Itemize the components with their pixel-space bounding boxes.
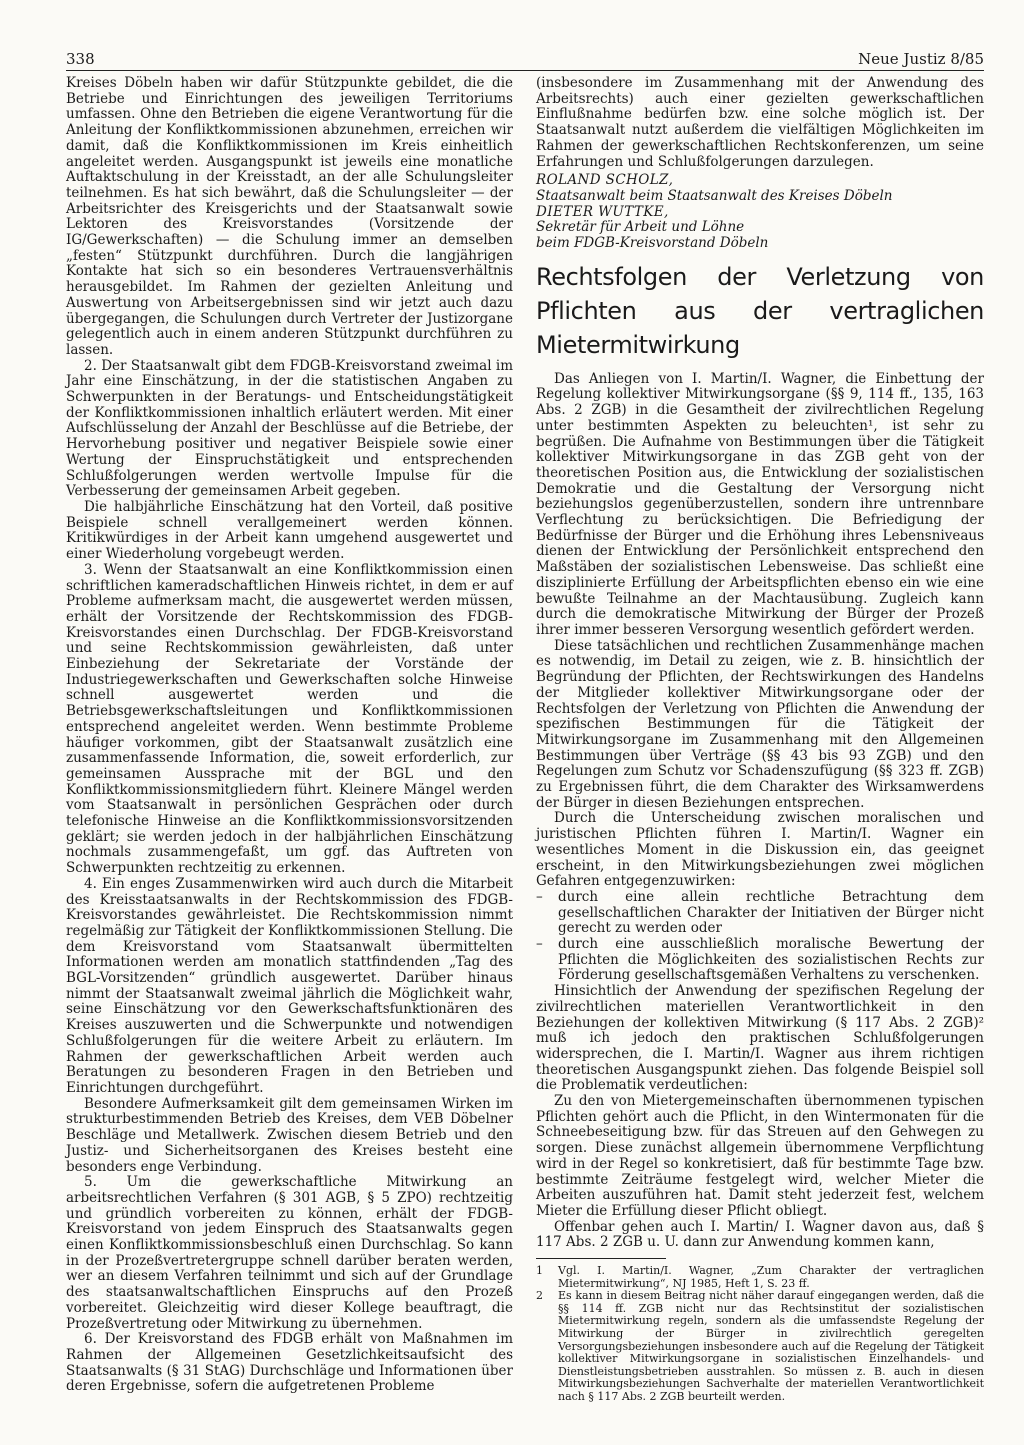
footnote-number: 1 — [536, 1264, 543, 1278]
body-paragraph: Die halbjährliche Einschätzung hat den Vorteil, daß positive Beispiele schnell verallgemeinert werden können. Kritikwürdiges in der Arbeit kann umgehend ausgewertet und einer Wiederholung vorgebeugt werden. — [66, 498, 513, 563]
dash-list-item: – durch eine ausschließlich moralische Bewertung der Pflichten die Möglichkeiten des sozialistischen Rechts zur Förderung gesellschaftsgemäßen Verhaltens zu verschenken. — [536, 937, 984, 984]
author-role: beim FDGB-Kreisvorstand Döbeln — [536, 235, 769, 252]
body-paragraph: Diese tatsächlichen und rechtlichen Zusammenhänge machen es notwendig, im Detail zu zeigen, wie z. B. hinsichtlich der Begründung der Pflichten, der Rechtswirkungen des Handelns der Mitglieder kollektiver Mitwirkungsorgane oder der Rechtsfolgen der Verletzung von Pflichten die Anwendung der spezifischen Bestimmungen für die Tätigkeit der Mitwirkungsorgane im Zusammenhang mit den Allgemeinen Bestimmungen über Verträge (§§ 43 bis 93 ZGB) und den Regelungen zum Schutz vor Schadenszufügung (§§ 323 ff. ZGB) zu Ergebnissen führt, die dem Charakter des Wirksamwerdens der Bürger in diesen Beziehungen entsprechen. — [536, 637, 984, 811]
body-paragraph: 5. Um die gewerkschaftliche Mitwirkung an arbeitsrechtlichen Verfahren (§ 301 AGB, § 5 ZPO) rechtzeitig und gründlich vorbereiten zu können, erhält der FDGB-Kreisvorstand von jedem Einspruch des Staatsanwalts gegen einen Konfliktkommissionsbeschluß einen Durchschlag. So kann in der Prozeßvertretergruppe schnell darüber beraten werden, wer an diesem Verfahren teilnimmt und sich auf der Grundlage des staatsanwaltschaftlichen Einspruchs auf den Prozeß vorbereitet. Gleichzeitig wird dieser Kollege beauftragt, die Prozeßvertretung oder Mitwirkung zu übernehmen. — [66, 1174, 513, 1332]
footnote — [536, 1290, 984, 1403]
journal-issue: Neue Justiz 8/85 — [858, 50, 984, 68]
author-name: ROLAND SCHOLZ, — [536, 172, 674, 189]
page-number: 338 — [66, 50, 95, 68]
dash-list-item: – durch eine allein rechtliche Betrachtung dem gesellschaftlichen Charakter der Initiativen der Bürger nicht gerecht zu werden oder — [536, 890, 984, 937]
body-paragraph: Hinsichtlich der Anwendung der spezifischen Regelung der zivilrechtlichen materiellen Verantwortlichkeit in den Beziehungen der kollektiven Mitwirkung (§ 117 Abs. 2 ZGB)² muß ich jedoch den praktischen Schlußfolgerungen widersprechen, die I. Martin/I. Wagner aus ihrem richtigen theoretischen Ausgangspunkt ziehen. Das folgende Beispiel soll die Problematik verdeutlichen: — [536, 983, 984, 1094]
footnotes — [536, 1265, 984, 1404]
author-role: Staatsanwalt beim Staatsanwalt des Kreises Döbeln — [536, 187, 893, 204]
body-paragraph: Das Anliegen von I. Martin/I. Wagner, die Einbettung der Regelung kollektiver Mitwirkungsorgane (§§ 9, 114 ff., 135, 163 Abs. 2 ZGB) in die Gesamtheit der zivilrechtlichen Regelung unter bestimmten Aspekten zu beleuchten¹, ist sehr zu begrüßen. Die Aufnahme von Bestimmungen über die Tätigkeit kollektiver Mitwirkungsorgane in das ZGB geht von der theoretischen Position aus, die Entwicklung der sozialistischen Demokratie und die Gestaltung der Versorgung nicht beziehungslos gegenüberzustellen, sondern ihre untrennbare Verflechtung zu berücksichtigen. Die Befriedigung der Bedürfnisse der Bürger und die Erhöhung ihres Lebensniveaus dienen der Entwicklung der Persönlichkeit entsprechend den Maßstäben der sozialistischen Lebensweise. Das schließt eine disziplinierte Erfüllung der Arbeitspflichten ebenso ein wie eine bewußte Teilnahme an der Machtausübung. Zugleich kann durch die demokratische Mitwirkung der Bürger der Prozeß ihrer immer besseren Versorgung wesentlich gefördert werden. — [536, 370, 984, 638]
footnote-rule — [536, 1258, 666, 1259]
article-headline: Rechtsfolgen der Verletzung von Pflichten aus der vertraglichen Mietermitwirkung — [536, 262, 984, 359]
body-paragraph: Kreises Döbeln haben wir dafür Stützpunkte gebildet, die die Betriebe und Einrichtungen des jeweiligen Territoriums umfassen. Ohne den Betrieben die eigene Verantwortung für die Anleitung der Konfliktkommissionen abzunehmen, erreichen wir damit, daß die Konfliktkommissionen im Kreis einheitlich angeleitet werden. Ausgangspunkt ist jeweils eine monatliche Auftaktschulung in der Kreisstadt, an der alle Schulungsleiter teilnehmen. Es hat sich bewährt, daß die Schulungsleiter — der Arbeitsrichter des Kreisgerichts und der Staatsanwalt sowie Lektoren des Kreisvorstandes (Vorsitzende der IG/Gewerkschaften) — die Schulung immer an demselben „festen“ Stützpunkt durchführen. Durch die langjährigen Kontakte hat sich so ein besonderes Vertrauensverhältnis herausgebildet. Im Rahmen der gezielten Anleitung und Auswertung von Arbeitsergebnissen sind wir jetzt auch dazu übergegangen, die Schulungen durch Vertreter der Justizorgane gelegentlich auch in einem anderen Stützpunkt durchführen zu lassen. — [66, 75, 513, 358]
body-paragraph: 6. Der Kreisvorstand des FDGB erhält von Maßnahmen im Rahmen der Allgemeinen Gesetzlichkeitsaufsicht des Staatsanwalts (§ 31 StAG) Durchschläge und Informationen über deren Ergebnisse, sofern die aufgetretenen Probleme — [66, 1331, 513, 1395]
body-paragraph: (insbesondere im Zusammenhang mit der Anwendung des Arbeitsrechts) auch einer gezielten gewerkschaftlichen Einflußnahme bedürfen bzw. eine solche möglich ist. Der Staatsanwalt nutzt außerdem die vielfältigen Möglichkeiten im Rahmen der gewerkschaftlichen Rechtskonferenzen, um seine Erfahrungen und Schlußfolgerungen darzulegen. — [536, 75, 984, 170]
body-paragraph: Offenbar gehen auch I. Martin/ I. Wagner davon aus, daß § 117 Abs. 2 ZGB u. U. dann zur Anwendung kommen kann, — [536, 1218, 984, 1251]
author-signature — [536, 173, 984, 252]
footnote-number: 2 — [536, 1289, 543, 1303]
body-paragraph: Durch die Unterscheidung zwischen moralischen und juristischen Pflichten führen I. Martin/I. Wagner ein wesentliches Moment in die Diskussion ein, das geeignet erscheint, in den Mitwirkungsbeziehungen zwei möglichen Gefahren entgegenzuwirken: — [536, 810, 984, 890]
body-paragraph: 2. Der Staatsanwalt gibt dem FDGB-Kreisvorstand zweimal im Jahr eine Einschätzung, in der die statistischen Angaben zu Schwerpunkten in der Beratungs- und Entscheidungstätigkeit der Konfliktkommissionen inhaltlich erläutert werden. Mit einer Aufschlüsselung der Anzahl der Beschlüsse auf die Betriebe, der Hervorhebung positiver und negativer Beispiele sowie einer Wertung der Einspruchstätigkeit und entsprechenden Schlußfolgerungen werden wertvolle Impulse für die Verbesserung der gemeinsamen Arbeit gegeben. — [66, 357, 513, 500]
footnote — [536, 1265, 984, 1290]
body-paragraph: 4. Ein enges Zusammenwirken wird auch durch die Mitarbeit des Kreisstaatsanwalts in der Rechtskommission des FDGB-Kreisvorstandes gewährleistet. Die Rechtskommission nimmt regelmäßig zur Tätigkeit der Konfliktkommissionen Stellung. Die dem Kreisvorstand vom Staatsanwalt übermittelten Informationen werden am monatlich stattfindenden „Tag des BGL-Vorsitzenden“ gründlich ausgewertet. Darüber hinaus nimmt der Staatsanwalt zweimal jährlich die Möglichkeit wahr, seine Einschätzung vor den Gewerkschaftsfunktionären des Kreises auszuwerten und die Schwerpunkte und notwendigen Schlußfolgerungen für die weitere Arbeit zu erläutern. Im Rahmen der gewerkschaftlichen Arbeit werden auch Beratungen zu besonderen Fragen in den Betrieben und Einrichtungen durchgeführt. — [66, 875, 513, 1096]
body-paragraph: Zu den von Mietergemeinschaften übernommenen typischen Pflichten gehört auch die Pflicht, in den Wintermonaten für die Schneebeseitigung bzw. für das Streuen auf den Gehwegen zu sorgen. Diese zunächst allgemein übernommene Verpflichtung wird in der Regel so konkretisiert, daß für bestimmte Tage bzw. bestimmte Zeiträume festgelegt wird, welcher Mieter die Arbeiten auszuführen hat. Damit steht jederzeit fest, welchem Mieter die Erfüllung dieser Pflicht obliegt. — [536, 1093, 984, 1219]
header-rule — [66, 70, 984, 71]
page-header — [66, 46, 984, 68]
body-paragraph: 3. Wenn der Staatsanwalt an eine Konfliktkommission einen schriftlichen kameradschaftlichen Hinweis richtet, in dem er auf Probleme aufmerksam macht, die ausgewertet werden müssen, erhält der Vorsitzende der Rechtskommission des FDGB-Kreisvorstandes einen Durchschlag. Der FDGB-Kreisvorstand und seine Rechtskommission gewährleisten, daß unter Einbeziehung der Sekretariate der Vorstände der Industriegewerkschaften und Gewerkschaften solche Hinweise schnell ausgewertet werden und die Betriebsgewerkschaftsleitungen und Konfliktkommissionen entsprechend angeleitet werden. Wenn bestimmte Probleme häufiger vorkommen, gibt der Staatsanwalt zusätzlich eine zusammenfassende Information, die, soweit erforderlich, zur gemeinsamen Aussprache mit der BGL und den Konfliktkommissionsmitgliedern führt. Kleinere Mängel werden vom Staatsanwalt in persönlichen Gesprächen oder durch telefonische Hinweise an die Konfliktkommissionsvorsitzenden geklärt; sie werden jedoch in der halbjährlichen Einschätzung nochmals zusammengefaßt, um ggf. das Auftreten von Schwerpunkten rechtzeitig zu erkennen. — [66, 561, 513, 877]
author-role: Sekretär für Arbeit und Löhne — [536, 219, 745, 236]
author-name: DIETER WUTTKE, — [536, 203, 669, 220]
footnote-text: Es kann in diesem Beitrag nicht näher darauf eingegangen werden, daß die §§ 114 ff. ZGB nicht nur das Rechtsinstitut der sozialistischen Mietermitwirkung regeln, sondern als die umfassendste Regelung der Mitwirkung der Bürger in zivilrechtlich geregelten Versorgungsbeziehungen insbesondere auch auf die Regelung der Tätigkeit kollektiver Mitwirkungsorgane in sozialistischen Einzelhandels- und Dienstleistungsbetrieben ausstrahlen. So müssen z. B. auch in diesen Mitwirkungsbeziehungen Sachverhalte der materiellen Verantwortlichkeit nach § 117 Abs. 2 ZGB beurteilt werden. — [558, 1289, 984, 1404]
right-column — [536, 76, 984, 1404]
left-column — [66, 76, 513, 1395]
dash-list — [536, 890, 984, 984]
body-paragraph: Besondere Aufmerksamkeit gilt dem gemeinsamen Wirken im strukturbestimmenden Betrieb des Kreises, dem VEB Döbelner Beschläge und Metallwerk. Zwischen diesem Betrieb und den Justiz- und Sicherheitsorganen des Kreises besteht eine besonders enge Verbindung. — [66, 1095, 513, 1175]
footnote-text: Vgl. I. Martin/I. Wagner, „Zum Charakter der vertraglichen Mietermitwirkung“, NJ 1985, Heft 1, S. 23 ff. — [558, 1264, 984, 1290]
